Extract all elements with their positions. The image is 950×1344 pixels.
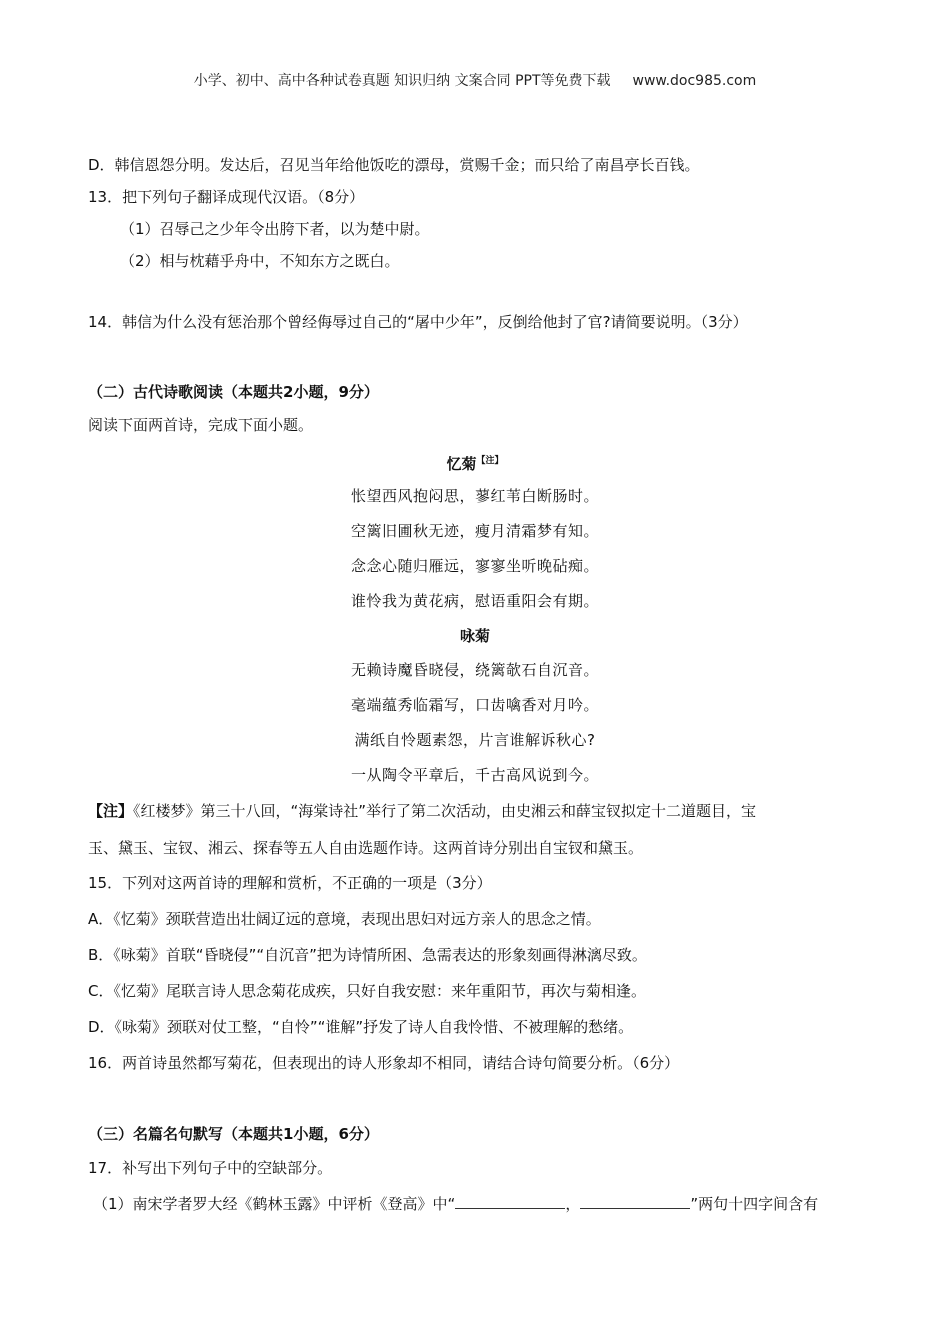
header-text: 小学、初中、高中各种试卷真题 知识归纳 文案合同 PPT等免费下载 <box>193 73 611 89</box>
q17-blank-1[interactable] <box>455 1194 565 1209</box>
q15-option-d: D．《咏菊》颈联对仗工整，“自怜”“谁解”抒发了诗人自我怜惜、不被理解的愁绪。 <box>88 1018 634 1036</box>
poem2-line-3: 满纸自怜题素怨，片言谁解诉秋心? <box>354 731 596 749</box>
note-label: 【注】 <box>88 802 134 820</box>
q17-blank-2[interactable] <box>580 1194 690 1209</box>
poem1-line-1: 怅望西风抱闷思，蓼红苇白断肠时。 <box>350 487 599 505</box>
q13-item2: （2）相与枕藉乎舟中，不知东方之既白。 <box>120 252 400 270</box>
q17-stem: 17．补写出下列句子中的空缺部分。 <box>88 1159 333 1177</box>
q17-item1-sep: ， <box>565 1195 581 1213</box>
note-line-2: 玉、黛玉、宝钗、湘云、探春等五人自由选题作诗。这两首诗分别出自宝钗和黛玉。 <box>88 839 644 857</box>
q17-item1-prefix: （1）南宋学者罗大经《鹤林玉露》中评析《登高》中“ <box>93 1195 456 1213</box>
section3-heading: （三）名篇名句默写（本题共1小题，6分） <box>88 1125 379 1143</box>
poem1-note-mark: 【注】 <box>476 456 504 466</box>
note-text-1: 《红楼梦》第三十八回，“海棠诗社”举行了第二次活动，由史湘云和薛宝钗拟定十二道题目，宝 <box>133 802 757 820</box>
q13-item1: （1）召辱己之少年令出胯下者，以为楚中尉。 <box>120 220 430 238</box>
note-line-1 <box>88 801 756 821</box>
poem2-title: 咏菊 <box>459 627 490 645</box>
poem2-line-1: 无赖诗魔昏晓侵，绕篱欹石自沉音。 <box>350 661 599 679</box>
header-url[interactable]: www.doc985.com <box>632 73 757 89</box>
q15-option-b: B．《咏菊》首联“昏晓侵”“自沉音”把为诗情所困、急需表达的形象刻画得淋漓尽致。 <box>88 946 647 964</box>
poem2-line-2: 毫端蕴秀临霜写，口齿噙香对月吟。 <box>350 696 599 714</box>
poem1-title <box>0 451 950 474</box>
page-header <box>0 70 950 90</box>
poem1-line-4: 谁怜我为黄花病，慰语重阳会有期。 <box>350 592 599 610</box>
q15-stem: 15．下列对这两首诗的理解和赏析，不正确的一项是（3分） <box>88 874 492 892</box>
q13-stem: 13．把下列句子翻译成现代汉语。（8分） <box>88 188 365 206</box>
poem1-title-text: 忆菊 <box>446 455 477 473</box>
poem2-line-4: 一从陶令平章后，千古高风说到今。 <box>350 766 599 784</box>
q14-stem: 14．韩信为什么没有惩治那个曾经侮辱过自己的“屠中少年”，反倒给他封了官?请简要说明。（3分） <box>88 313 748 331</box>
q15-option-a: A．《忆菊》颈联营造出壮阔辽远的意境，表现出思妇对远方亲人的思念之情。 <box>88 910 601 928</box>
section2-intro: 阅读下面两首诗，完成下面小题。 <box>88 416 314 434</box>
q17-item1-suffix: ”两句十四字间含有 <box>690 1195 819 1213</box>
q17-item1 <box>93 1194 818 1214</box>
q15-option-c: C．《忆菊》尾联言诗人思念菊花成疾，只好自我安慰：来年重阳节，再次与菊相逢。 <box>88 982 646 1000</box>
section2-heading: （二）古代诗歌阅读（本题共2小题，9分） <box>88 383 379 401</box>
poem1-line-2: 空篱旧圃秋无迹，瘦月清霜梦有知。 <box>350 522 599 540</box>
q12-option-d: D．韩信恩怨分明。发达后，召见当年给他饭吃的漂母，赏赐千金；而只给了南昌亭长百钱。 <box>88 156 700 174</box>
poem1-line-3: 念念心随归雁远，寥寥坐听晚砧痴。 <box>350 557 599 575</box>
q16-stem: 16．两首诗虽然都写菊花，但表现出的诗人形象却不相同，请结合诗句简要分析。（6分） <box>88 1054 680 1072</box>
